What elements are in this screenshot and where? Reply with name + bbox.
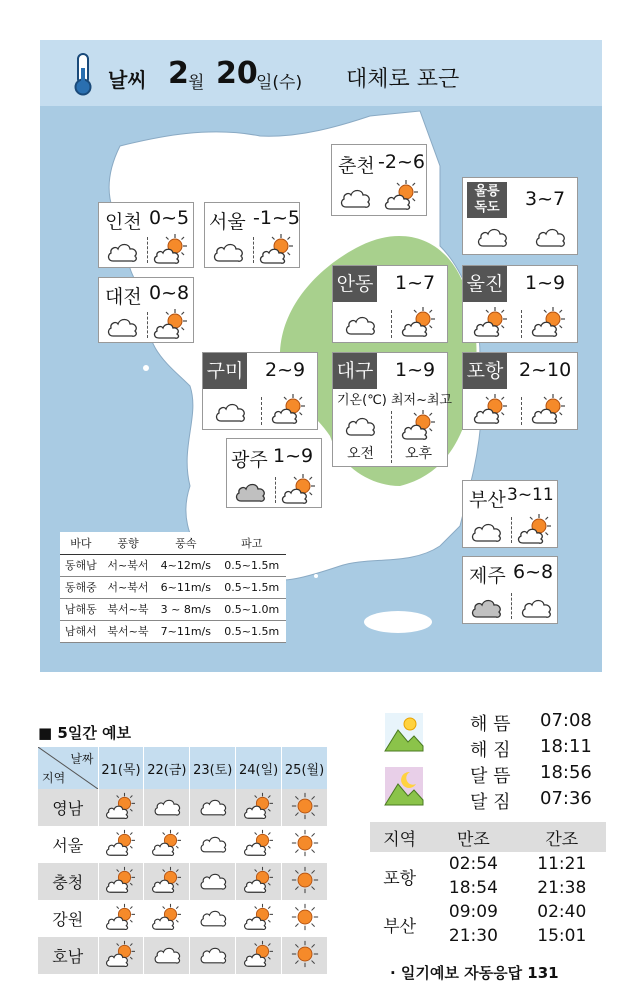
forecast-row [38, 900, 328, 937]
city-card-incheon [98, 202, 194, 268]
sunset-time: 18:11 [540, 736, 592, 757]
forecast-corner: 날짜 지역 [38, 747, 98, 789]
city-tag: 울릉 독도 [467, 182, 507, 218]
partly-cloudy-icon [153, 233, 189, 265]
jeju-island [364, 611, 432, 633]
partly-cloudy-icon [384, 179, 420, 211]
forecast-cell [282, 863, 328, 900]
overcast-icon [469, 595, 503, 619]
forecast-cell [98, 826, 144, 863]
cloudy-icon [519, 595, 553, 619]
forecast-cell [236, 789, 282, 826]
forecast-row [38, 826, 328, 863]
sunny-icon [291, 903, 319, 931]
city-temp: 6~8 [513, 561, 554, 583]
forecast-region: 강원 [38, 900, 98, 937]
header-month: 2 [168, 56, 189, 91]
city-temp: 1~9 [395, 359, 436, 381]
partly-cloudy-icon [243, 940, 275, 968]
city-temp: 0~8 [149, 282, 190, 304]
partly-cloudy-icon [105, 792, 137, 820]
thermometer-icon [70, 52, 96, 96]
cloudy-icon [198, 869, 228, 891]
city-tag: 울진 [463, 266, 507, 302]
overcast-icon [233, 479, 267, 503]
city-name: 제주 [469, 565, 506, 587]
legend-am-label: 오전 [347, 446, 375, 462]
moonset-label: 달 짐 [470, 792, 511, 813]
city-card-gwangju [226, 438, 322, 508]
forecast-cell [190, 826, 236, 863]
sunset-label: 해 짐 [470, 740, 511, 761]
city-name: 광주 [231, 449, 268, 471]
forecast-cell [98, 863, 144, 900]
marine-header: 바다 [60, 532, 102, 554]
sunrise-label: 해 뜸 [470, 714, 511, 735]
forecast-cell [144, 900, 190, 937]
partly-cloudy-icon [473, 306, 509, 338]
sunny-icon [291, 940, 319, 968]
forecast-row [38, 937, 328, 974]
forecast-day: 21(목) [98, 747, 144, 789]
city-temp: 3~7 [525, 188, 566, 210]
partly-cloudy-icon [243, 792, 275, 820]
city-card-busan [462, 480, 558, 548]
forecast-cell [236, 900, 282, 937]
cloudy-icon [152, 795, 182, 817]
table-row: 동해남 서~북서 4~12m/s 0.5~1.5m [60, 554, 286, 576]
forecast-cell [236, 826, 282, 863]
forecast-cell [190, 900, 236, 937]
tide-header-row: 지역 만조 간조 [370, 822, 606, 852]
city-card-daegu-legend [332, 352, 453, 467]
moonrise-time: 18:56 [540, 762, 592, 783]
cloudy-icon [343, 413, 377, 437]
city-tag: 구미 [203, 353, 247, 389]
table-row: 부산 09:09 02:40 [370, 900, 606, 924]
city-card-chuncheon [331, 144, 427, 216]
cloudy-icon [198, 795, 228, 817]
forecast-day: 24(일) [236, 747, 282, 789]
forecast-cell [190, 789, 236, 826]
sunrise-time: 07:08 [540, 710, 592, 731]
forecast-cell [190, 863, 236, 900]
city-tag: 대구 [333, 353, 377, 389]
city-name: 부산 [469, 489, 506, 511]
legend-pm-label: 오후 [405, 446, 433, 462]
marine-header: 파고 [217, 532, 286, 554]
cloudy-icon [343, 312, 377, 336]
forecast-region: 호남 [38, 937, 98, 974]
forecast-cell [144, 863, 190, 900]
city-card-gumi [202, 352, 318, 430]
city-card-pohang [462, 352, 578, 430]
cloudy-icon [198, 832, 228, 854]
forecast-cell [282, 900, 328, 937]
marine-table [60, 532, 286, 643]
cloudy-icon [469, 519, 503, 543]
forecast-cell [282, 937, 328, 974]
cloudy-icon [198, 943, 228, 965]
forecast-cell [236, 863, 282, 900]
city-name: 대전 [105, 286, 142, 308]
table-row: 남해동 북서~북 3 ~ 8m/s 0.5~1.0m [60, 598, 286, 620]
city-temp: 1~7 [395, 272, 436, 294]
cloudy-icon [152, 943, 182, 965]
forecast-row [38, 863, 328, 900]
header-label: 날씨 [108, 68, 147, 92]
forecast-region: 영남 [38, 789, 98, 826]
partly-cloudy-icon [531, 306, 567, 338]
forecast-cell [190, 937, 236, 974]
forecast-cell [144, 937, 190, 974]
partly-cloudy-icon [271, 393, 307, 425]
city-name: 서울 [209, 211, 246, 233]
header-day-unit: 일(수) [256, 73, 303, 93]
forecast-day: 23(토) [190, 747, 236, 789]
partly-cloudy-icon [105, 940, 137, 968]
partly-cloudy-icon [105, 829, 137, 857]
partly-cloudy-icon [401, 306, 437, 338]
city-temp: 1~9 [273, 445, 314, 467]
city-card-seoul [204, 202, 300, 268]
map-header [40, 40, 602, 106]
cloudy-icon [211, 239, 245, 263]
legend-temp-label: 기온(℃) 최저~최고 [337, 393, 453, 408]
table-row: 18:54 21:38 [448, 878, 587, 898]
forecast-cell [236, 937, 282, 974]
table-row: 남해서 북서~북 7~11m/s 0.5~1.5m [60, 620, 286, 642]
forecast-day: 25(월) [282, 747, 328, 789]
partly-cloudy-icon [105, 903, 137, 931]
cloudy-icon [475, 224, 509, 248]
city-card-jeju [462, 556, 558, 624]
city-temp: 2~9 [265, 359, 306, 381]
cloudy-icon [338, 185, 372, 209]
city-card-andong [332, 265, 448, 343]
city-temp: 1~9 [525, 272, 566, 294]
header-summary: 대체로 포근 [346, 67, 460, 92]
city-name: 춘천 [338, 155, 375, 177]
phone-info: · 일기예보 자동응답 131 [390, 964, 559, 982]
partly-cloudy-icon [151, 866, 183, 894]
forecast-region: 서울 [38, 826, 98, 863]
city-temp: 0~5 [149, 207, 190, 229]
partly-cloudy-icon [259, 233, 295, 265]
marine-header-row [60, 532, 286, 554]
table-row: 동해중 서~북서 6~11m/s 0.5~1.5m [60, 576, 286, 598]
partly-cloudy-icon [531, 393, 567, 425]
header-month-unit: 월 [188, 73, 205, 93]
city-tag: 안동 [333, 266, 377, 302]
city-name: 인천 [105, 211, 142, 233]
partly-cloudy-icon [243, 866, 275, 894]
table-row: 21:30 15:01 [448, 926, 587, 946]
forecast-header-row [38, 747, 328, 789]
forecast-cell [282, 826, 328, 863]
partly-cloudy-icon [401, 409, 437, 441]
marine-header: 풍속 [154, 532, 217, 554]
moonrise-label: 달 뜸 [470, 766, 511, 787]
city-temp: -1~5 [253, 207, 300, 229]
partly-cloudy-icon [105, 866, 137, 894]
forecast-cell [98, 937, 144, 974]
forecast-day: 22(금) [144, 747, 190, 789]
forecast-cell [98, 900, 144, 937]
city-temp: -2~6 [378, 151, 425, 173]
partly-cloudy-icon [281, 473, 317, 505]
partly-cloudy-icon [243, 829, 275, 857]
partly-cloudy-icon [243, 903, 275, 931]
city-card-ulleung-dokdo [462, 177, 578, 255]
city-card-daejeon [98, 277, 194, 343]
marine-header: 풍향 [102, 532, 154, 554]
forecast-cell [144, 826, 190, 863]
moonset-time: 07:36 [540, 788, 592, 809]
partly-cloudy-icon [517, 513, 553, 545]
partly-cloudy-icon [153, 308, 189, 340]
moonrise-moonset-icon [384, 766, 424, 806]
city-tag: 포항 [463, 353, 507, 389]
forecast-region: 충청 [38, 863, 98, 900]
partly-cloudy-icon [473, 393, 509, 425]
city-temp: 2~10 [519, 359, 572, 381]
forecast-cell [282, 789, 328, 826]
cloudy-icon [105, 239, 139, 263]
partly-cloudy-icon [151, 829, 183, 857]
header-day: 20 [216, 56, 258, 91]
sunny-icon [291, 866, 319, 894]
tide-place: 부산 [383, 916, 417, 937]
tide-table [370, 822, 606, 948]
forecast-row [38, 789, 328, 826]
cloudy-icon [198, 906, 228, 928]
cloudy-icon [533, 224, 567, 248]
forecast-cell [98, 789, 144, 826]
cloudy-icon [105, 314, 139, 338]
city-card-uljin [462, 265, 578, 343]
tide-place: 포항 [383, 868, 417, 889]
cloudy-icon [213, 399, 247, 423]
forecast-title: ■ 5일간 예보 [38, 724, 132, 742]
forecast-table [38, 747, 328, 974]
partly-cloudy-icon [151, 903, 183, 931]
city-temp: 3~11 [507, 485, 554, 505]
sunny-icon [291, 792, 319, 820]
forecast-cell [144, 789, 190, 826]
sunrise-sunset-icon [384, 712, 424, 752]
table-row: 포항 02:54 11:21 [370, 852, 606, 876]
sunny-icon [291, 829, 319, 857]
